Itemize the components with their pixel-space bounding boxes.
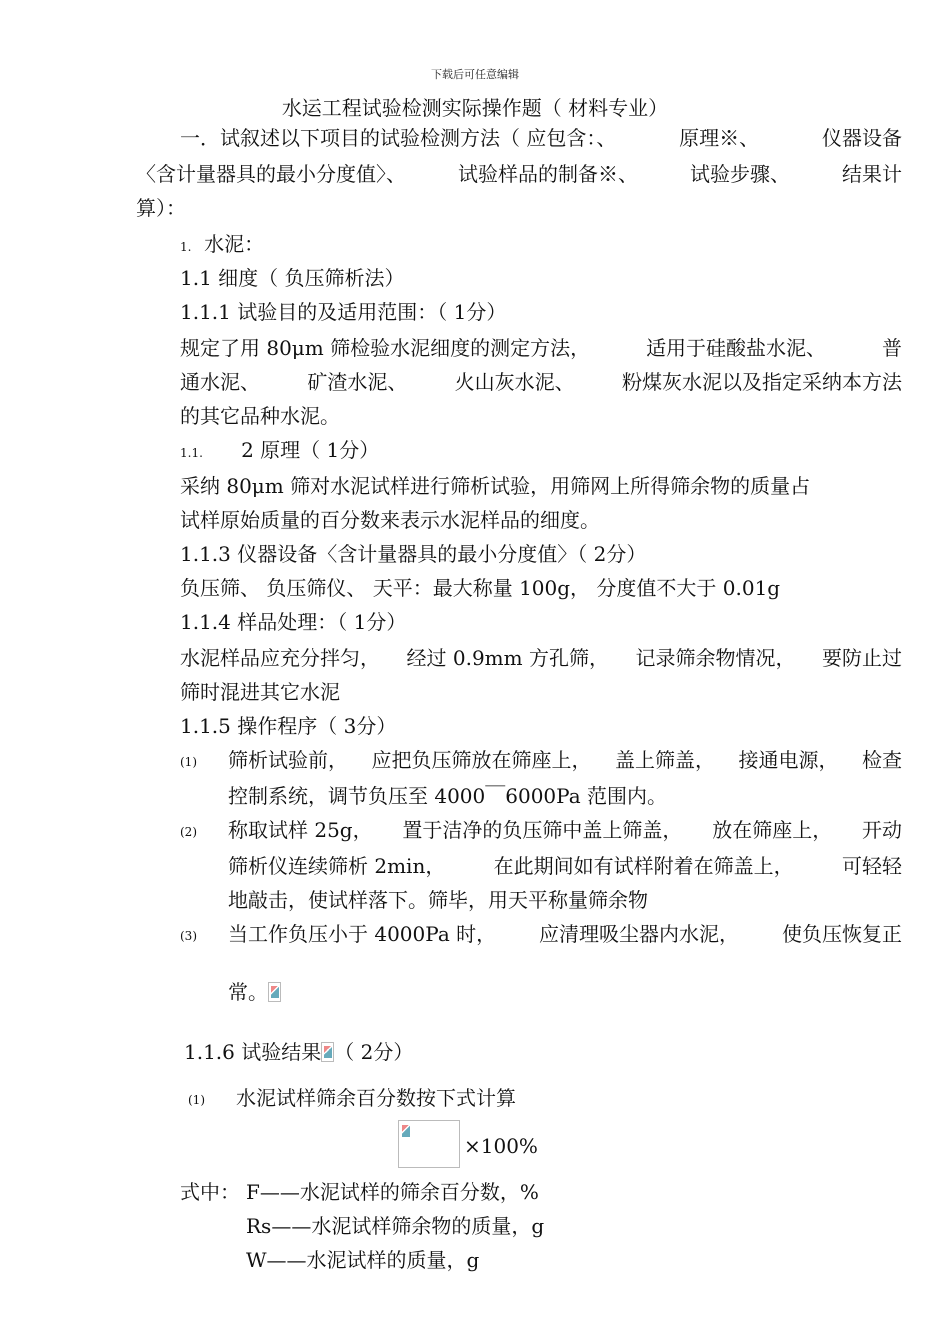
intro-line-1 <box>180 128 902 148</box>
section-1-1-6-heading <box>184 1042 413 1062</box>
section-title: 1.1.6 试验结果 <box>184 1040 322 1064</box>
variable-definition: F——水泥试样的筛余百分数，% <box>246 1180 539 1204</box>
section-1-1-heading: 1.1 细度（ 负压筛析法） <box>180 266 405 290</box>
text-segment: 火山灰水泥、 <box>454 370 575 394</box>
section-number: 1.1. <box>180 446 203 460</box>
section-score: （ 2分） <box>334 1040 414 1064</box>
text-segment: 使负压恢复正 <box>781 922 902 946</box>
intro-segment: 试验样品的制备※、 <box>458 162 638 186</box>
step-2-line-3: 地敲击，使试样落下。筛毕，用天平称量筛余物 <box>228 888 648 912</box>
intro-line-2 <box>136 164 902 184</box>
intro-segment: 一．试叙述以下项目的试验检测方法（ 应包含：、 <box>180 126 617 150</box>
formula-image <box>398 1120 460 1168</box>
section-1-1-3-line-1: 负压筛、 负压筛仪、 天平：最大称量 100g， 分度值不大于 0.01g <box>180 576 781 600</box>
text-segment: 应把负压筛放在筛座上， <box>371 748 592 772</box>
text-segment: 水泥样品应充分拌匀， <box>180 646 380 670</box>
section-1-1-3-heading: 1.1.3 仪器设备〈含计量器具的最小分度值〉（ 2分） <box>180 542 647 566</box>
text-segment: 盖上筛盖， <box>615 748 715 772</box>
formula-tail: ×100% <box>464 1134 538 1158</box>
section-title: 2 原理（ 1分） <box>241 438 380 462</box>
section-1-1-1-line-3: 的其它品种水泥。 <box>180 404 340 428</box>
variable-definition: W——水泥试样的质量，g <box>246 1248 480 1272</box>
text-segment: 应清理吸尘器内水泥， <box>539 922 740 946</box>
text-segment: 记录筛余物情况， <box>635 646 796 670</box>
section-1-1-1-line-1 <box>180 338 902 358</box>
section-1-1-2-line-1: 采纳 80μm 筛对水泥试样进行筛析试验，用筛网上所得筛余物的质量占 <box>180 474 811 498</box>
text-segment: 在此期间如有试样附着在筛盖上， <box>493 854 794 878</box>
text-segment: 规定了用 80μm 筛检验水泥细度的测定方法， <box>180 336 591 360</box>
intro-segment: 〈含计量器具的最小分度值〉、 <box>136 162 406 186</box>
text-segment: 筛析试验前， <box>228 748 348 772</box>
text-segment: 可轻轻 <box>841 854 902 878</box>
section-title: 水泥： <box>204 232 265 256</box>
text-segment: 开动 <box>862 818 902 842</box>
section-1-1-5-heading: 1.1.5 操作程序（ 3分） <box>180 714 397 738</box>
step-number: (2) <box>180 825 197 839</box>
section-1-1-2-line-2: 试样原始质量的百分数来表示水泥样品的细度。 <box>180 508 600 532</box>
text-segment: 通水泥、 <box>180 370 260 394</box>
section-1-1-1-heading: 1.1.1 试验目的及适用范围：（ 1分） <box>180 300 507 324</box>
step-2-line-1 <box>228 820 902 840</box>
text-segment: 筛析仪连续筛析 2min， <box>228 854 446 878</box>
section-1-heading <box>180 234 264 254</box>
intro-line-3: 算）： <box>136 196 186 220</box>
broken-image-icon <box>400 1122 413 1142</box>
text-segment: 粉煤灰水泥以及指定采纳本方法 <box>621 370 902 394</box>
text-segment: 接通电源， <box>738 748 839 772</box>
text-segment: 适用于硅酸盐水泥、 <box>646 336 827 360</box>
broken-image-icon <box>321 1042 334 1062</box>
text-segment: 放在筛座上， <box>712 818 833 842</box>
step-number: (3) <box>180 929 197 943</box>
section-1-1-2-heading <box>180 440 379 460</box>
text-segment: 矿渣水泥、 <box>307 370 408 394</box>
intro-segment: 试验步骤、 <box>690 162 790 186</box>
variable-definition: Rs——水泥试样筛余物的质量，g <box>246 1214 545 1238</box>
text-segment: 常。 <box>228 980 268 1004</box>
result-item-text: 水泥试样筛余百分数按下式计算 <box>236 1086 516 1110</box>
step-3-line-2 <box>228 982 281 1002</box>
text-segment: 当工作负压小于 4000Pa 时， <box>228 922 497 946</box>
broken-image-icon <box>268 982 281 1002</box>
text-segment: 普 <box>881 336 902 360</box>
section-1-1-4-line-2: 筛时混进其它水泥 <box>180 680 340 704</box>
section-1-1-4-line-1 <box>180 648 902 668</box>
section-number: 1. <box>180 240 192 254</box>
page-header: 下载后可任意编辑 <box>431 68 519 81</box>
step-3-line-1 <box>228 924 902 944</box>
step-1-line-2: 控制系统，调节负压至 4000￣6000Pa 范围内。 <box>228 784 667 808</box>
text-segment: 置于洁净的负压筛中盖上筛盖， <box>402 818 683 842</box>
section-1-1-1-line-2 <box>180 372 902 392</box>
text-segment: 要防止过 <box>822 646 902 670</box>
section-1-1-4-heading: 1.1.4 样品处理：（ 1分） <box>180 610 407 634</box>
intro-segment: 仪器设备 <box>821 126 902 150</box>
step-1-line-1 <box>228 750 902 770</box>
step-2-line-2 <box>228 856 902 876</box>
intro-segment: 结果计 <box>842 162 902 186</box>
text-segment: 经过 0.9mm 方孔筛， <box>406 646 609 670</box>
where-label: 式中： <box>180 1180 240 1204</box>
step-number: (1) <box>180 755 197 769</box>
intro-segment: 原理※、 <box>679 126 760 150</box>
text-segment: 称取试样 25g， <box>228 818 373 842</box>
page-title: 水运工程试验检测实际操作题（ 材料专业） <box>281 96 669 120</box>
text-segment: 检查 <box>862 748 902 772</box>
item-number: (1) <box>188 1093 205 1107</box>
